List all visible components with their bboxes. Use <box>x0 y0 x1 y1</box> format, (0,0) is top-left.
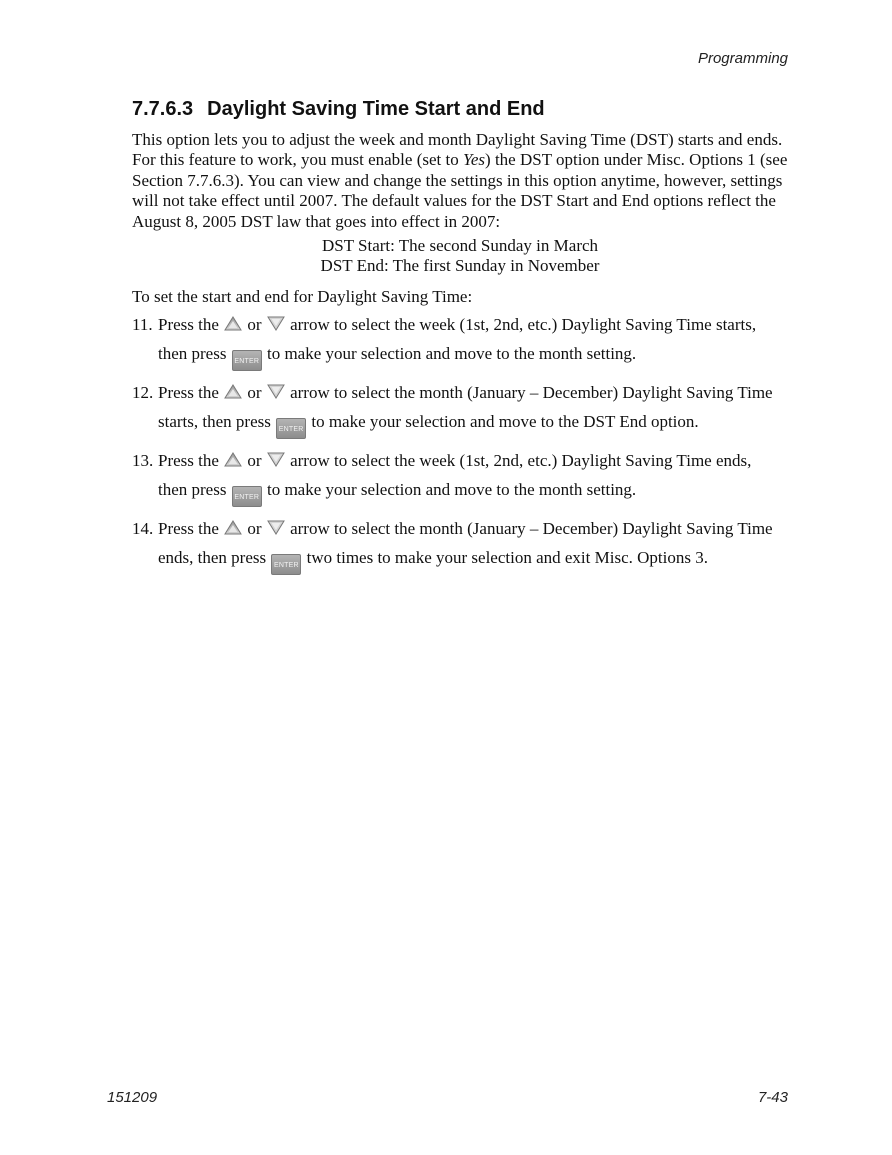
section-number: 7.7.6.3 <box>132 98 194 120</box>
step-text: or <box>247 383 262 402</box>
running-header: Programming <box>697 50 788 67</box>
enter-key-icon: ENTER <box>232 486 262 507</box>
step-text: then press <box>158 480 227 499</box>
step-text: starts, then press <box>158 412 271 431</box>
up-arrow-key-icon <box>224 452 242 467</box>
step-text: or <box>247 519 262 538</box>
footer-page-number: 7-43 <box>757 1089 788 1106</box>
step-item <box>132 446 802 507</box>
step-item <box>132 310 802 371</box>
step-text: Press the <box>158 519 219 538</box>
intro-yes-italic: Yes <box>462 150 486 170</box>
down-arrow-key-icon <box>267 384 285 399</box>
step-text: Press the <box>158 451 219 470</box>
step-number: 12. <box>132 383 154 402</box>
dst-end-default: DST End: The first Sunday in November <box>320 256 600 276</box>
intro-text-2: ) the DST option under Misc. Options 1 (see Section 7.7.6.3). You can view and change the settings in this option anytime, however, settings will not take effect until 2007. The default values for the DST Start and End options reflect the August 8, 2005 DST law that goes into effect in 2007: <box>132 150 788 231</box>
dst-start-default: DST Start: The second Sunday in March <box>321 236 599 255</box>
steps-list <box>132 310 802 582</box>
down-arrow-key-icon <box>267 316 285 331</box>
step-text: or <box>247 451 262 470</box>
step-text: then press <box>158 344 227 363</box>
step-text: to make your selection and move to the month setting. <box>266 344 637 363</box>
step-item <box>132 514 802 575</box>
up-arrow-key-icon <box>224 520 242 535</box>
enter-key-icon: ENTER <box>276 418 306 439</box>
step-text: Press the <box>158 315 219 334</box>
down-arrow-key-icon <box>267 452 285 467</box>
step-text: arrow to select the week (1st, 2nd, etc.) Daylight Saving Time ends, <box>290 451 752 470</box>
enter-key-icon: ENTER <box>271 554 301 575</box>
footer-doc-number: 151209 <box>107 1089 158 1106</box>
dst-defaults <box>132 236 788 277</box>
intro-paragraph <box>132 130 792 232</box>
steps-lead-in: To set the start and end for Daylight Saving Time: <box>132 287 473 306</box>
step-text: arrow to select the week (1st, 2nd, etc.) Daylight Saving Time starts, <box>290 315 757 334</box>
step-number: 11. <box>132 315 153 334</box>
up-arrow-key-icon <box>224 384 242 399</box>
step-text: arrow to select the month (January – December) Daylight Saving Time <box>290 519 773 538</box>
step-text: to make your selection and move to the DST End option. <box>311 412 699 431</box>
step-item <box>132 378 802 439</box>
step-text: Press the <box>158 383 219 402</box>
section-title: Daylight Saving Time Start and End <box>207 98 545 120</box>
step-text: ends, then press <box>158 548 267 567</box>
intro-text-1: This option lets you to adjust the week and month Daylight Saving Time (DST) starts and ends. For this feature to work, you must enable (set to <box>132 130 783 170</box>
step-number: 13. <box>132 451 154 470</box>
step-text: arrow to select the month (January – December) Daylight Saving Time <box>290 383 773 402</box>
step-text: two times to make your selection and exit Misc. Options 3. <box>306 548 708 567</box>
up-arrow-key-icon <box>224 316 242 331</box>
enter-key-icon: ENTER <box>232 350 262 371</box>
step-number: 14. <box>132 519 154 538</box>
down-arrow-key-icon <box>267 520 285 535</box>
section-heading <box>132 98 545 121</box>
step-text: or <box>247 315 262 334</box>
step-text: to make your selection and move to the month setting. <box>266 480 637 499</box>
